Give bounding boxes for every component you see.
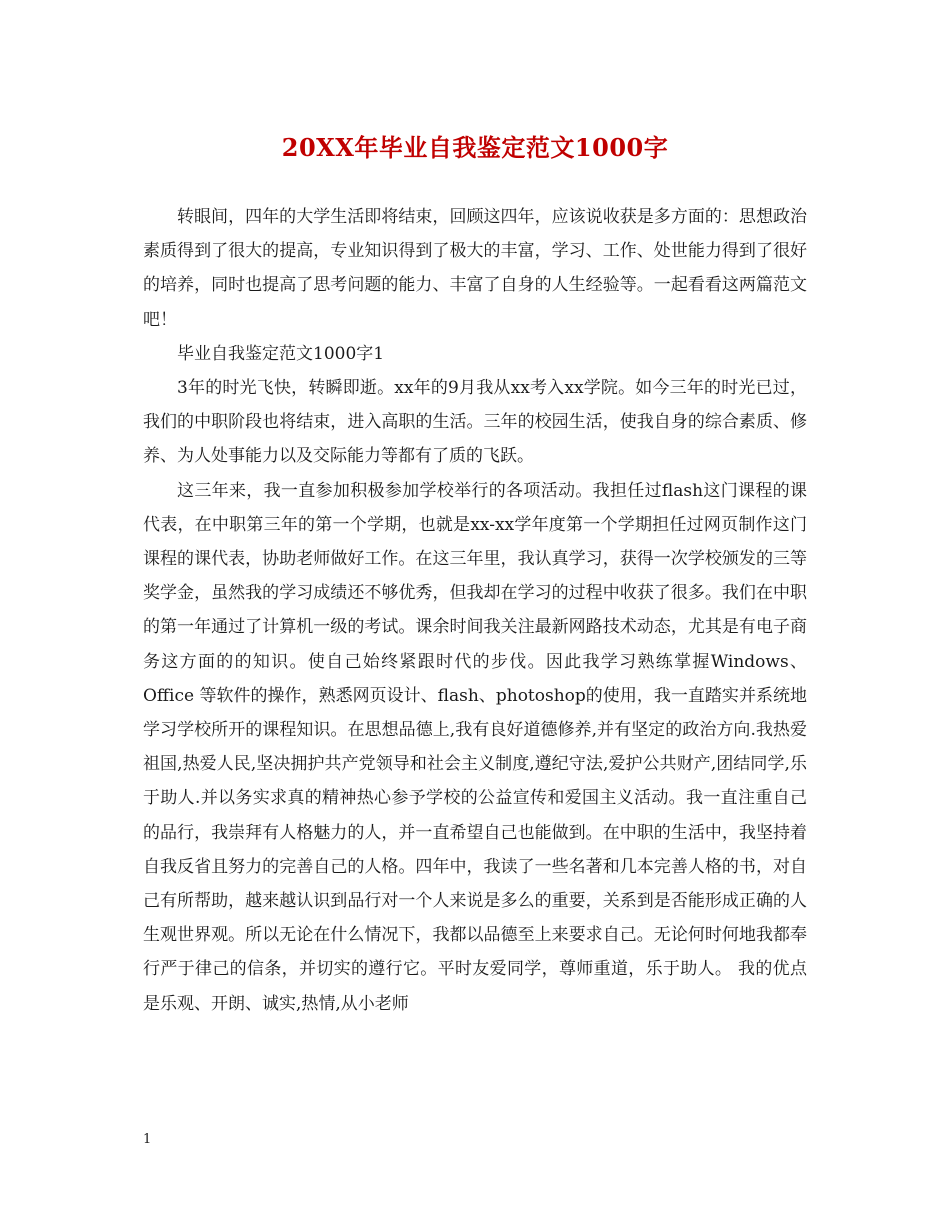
document-title: 20XX年毕业自我鉴定范文1000字 bbox=[281, 133, 669, 162]
body-paragraph: 这三年来，我一直参加积极参加学校举行的各项活动。我担任过flash这门课程的课代表，在中职第三年的第一个学期，也就是xx-xx学年度第一个学期担任过网页制作这门课程的课代表，协助老师做好工作。在这三年里，我认真学习，获得一次学校颁发的三等奖学金，虽然我的学习成绩还不够优秀，但我却在学习的过程中收获了很多。我们在中职的第一年通过了计算机一级的考试。课余时间我关注最新网路技术动态，尤其是有电子商务这方面的的知识。使自己始终紧跟时代的步伐。因此我学习熟练掌握Windows、Office 等软件的操作，熟悉网页设计、flash、photoshop的使用，我一直踏实并系统地学习学校所开的课程知识。在思想品德上,我有良好道德修养,并有坚定的政治方向.我热爱祖国,热爱人民,坚决拥护共产党领导和社会主义制度,遵纪守法,爱护公共财产,团结同学,乐于助人.并以务实求真的精神热心参予学校的公益宣传和爱国主义活动。我一直注重自己的品行，我崇拜有人格魅力的人，并一直希望自己也能做到。在中职的生活中，我坚持着自我反省且努力的完善自己的人格。四年中，我读了一些名著和几本完善人格的书，对自己有所帮助，越来越认识到品行对一个人来说是多么的重要，关系到是否能形成正确的人生观世界观。所以无论在什么情况下，我都以品德至上来要求自己。无论何时何地我都奉行严于律己的信条，并切实的遵行它。平时友爱同学，尊师重道，乐于助人。 我的优点是乐观、开朗、诚实,热情,从小老师 bbox=[143, 480, 807, 1014]
intro-paragraph: 转眼间，四年的大学生活即将结束，回顾这四年，应该说收获是多方面的：思想政治素质得到了很大的提高，专业知识得到了极大的丰富，学习、工作、处世能力得到了很好的培养，同时也提高了思考问题的能力、丰富了自身的人生经验等。一起看看这两篇范文吧！ bbox=[143, 207, 807, 330]
document-body bbox=[143, 200, 807, 1021]
page-number: 1 bbox=[143, 1132, 152, 1147]
body-paragraph: 3年的时光飞快，转瞬即逝。xx年的9月我从xx考入xx学院。如今三年的时光已过，我们的中职阶段也将结束，进入高职的生活。三年的校园生活，使我自身的综合素质、修养、为人处事能力以及交际能力等都有了质的飞跃。 bbox=[143, 378, 807, 467]
section-heading: 毕业自我鉴定范文1000字1 bbox=[177, 343, 385, 364]
